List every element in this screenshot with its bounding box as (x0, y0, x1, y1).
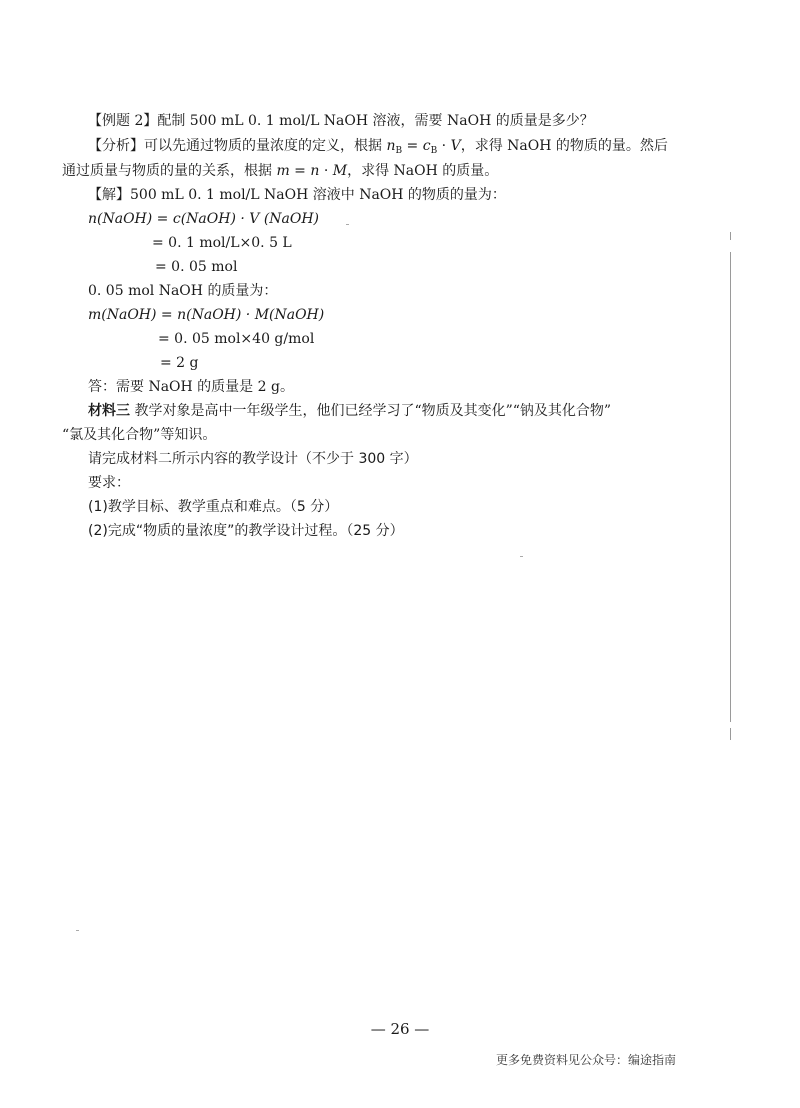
analysis-formula-2: m = n · M (276, 163, 348, 179)
margin-line-artifact (730, 232, 731, 240)
analysis-text-1: 【分析】可以先通过物质的量浓度的定义，根据 (88, 138, 387, 154)
scan-dot (346, 224, 349, 225)
requirement-1: (1)教学目标、教学重点和难点。（5 分） (88, 499, 339, 515)
example-question: 【例题 2】配制 500 mL 0. 1 mol/L NaOH 溶液，需要 NaOH 的质量是多少？ (88, 113, 594, 129)
analysis-formula-1: $n_B = c_B \cdot V$ (386, 138, 461, 156)
equation-1-line-3: = 0. 05 mol (155, 259, 238, 275)
footer-note: 更多免费资料见公众号：编途指南 (496, 1053, 677, 1067)
analysis-line-1 (88, 137, 668, 160)
equation-2-line-3: = 2 g (160, 355, 199, 371)
requirement-2: (2)完成“物质的量浓度”的教学设计过程。（25 分） (88, 523, 404, 539)
material3-line-2: “氯及其化合物”等知识。 (62, 427, 217, 443)
task-instruction: 请完成材料二所示内容的教学设计（不少于 300 字） (88, 451, 418, 467)
requirements-label: 要求： (88, 475, 130, 491)
material3-line-1 (88, 402, 611, 420)
analysis-text-4: ，求得 NaOH 的质量。 (347, 163, 499, 179)
analysis-line-2 (62, 162, 498, 180)
equation-2-line-1: m(NaOH) = n(NaOH) · M(NaOH) (88, 307, 325, 323)
material3-text-1: 教学对象是高中一年级学生，他们已经学习了“物质及其变化”“钠及其化合物” (130, 403, 612, 419)
analysis-text-3: 通过质量与物质的量的关系，根据 (62, 163, 277, 179)
scan-dot (520, 556, 523, 557)
solution-intro: 【解】500 mL 0. 1 mol/L NaOH 溶液中 NaOH 的物质的量为： (88, 187, 506, 203)
margin-line-artifact (730, 728, 731, 740)
analysis-text-2: ，求得 NaOH 的物质的量。然后 (460, 138, 668, 154)
material3-label: 材料三 (88, 403, 130, 419)
answer: 答：需要 NaOH 的质量是 2 g。 (88, 379, 294, 395)
scan-dot (76, 930, 79, 931)
page-number: — 26 — (370, 1020, 430, 1038)
mass-intro: 0. 05 mol NaOH 的质量为： (88, 283, 278, 299)
equation-2-line-2: = 0. 05 mol×40 g/mol (158, 331, 315, 347)
margin-line-artifact (730, 252, 731, 722)
equation-1-line-2: = 0. 1 mol/L×0. 5 L (152, 235, 292, 251)
equation-1-line-1: n(NaOH) = c(NaOH) · V (NaOH) (88, 211, 320, 227)
